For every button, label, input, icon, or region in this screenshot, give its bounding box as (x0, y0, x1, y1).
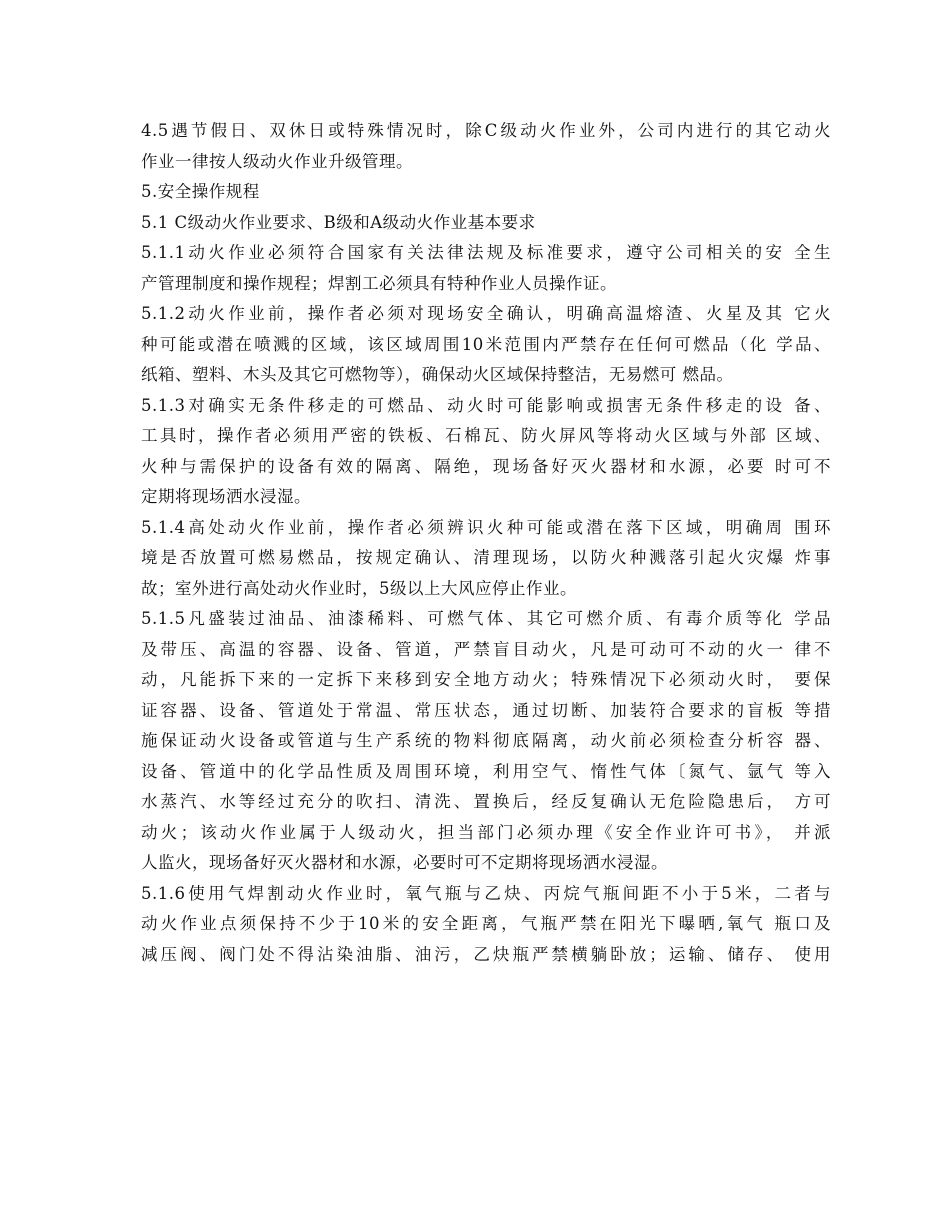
text-line: 工具时，操作者必须用严密的铁板、石棉瓦、防火屏风等将动火区域与外部 区域、 (141, 426, 831, 445)
text-line: 施保证动火设备或管道与生产系统的物料彻底隔离，动火前必须检查分析容 器、 (141, 731, 831, 750)
text-line: 5.1.1动火作业必须符合国家有关法律法规及标准要求，遵守公司相关的安 全生 (141, 243, 831, 262)
text-line: 种可能或潜在喷溅的区域，该区域周围10米范围内严禁存在任何可燃品（化 学品、 (141, 334, 831, 354)
text-line: 及带压、高温的容器、设备、管道，严禁盲目动火，凡是可动可不动的火一 律不 (141, 639, 831, 659)
text-line: 故；室外进行高处动火作业时，5级以上大风应停止作业。 (141, 578, 577, 598)
text-line: 境是否放置可燃易燃品，按规定确认、清理现场，以防火种溅落引起火灾爆 炸事 (141, 548, 831, 567)
text-line: 4.5遇节假日、双休日或特殊情况时，除C级动火作业外，公司内进行的其它动火 (141, 121, 831, 140)
text-line: 人监火，现场备好灭火器材和水源，必要时可不定期将现场洒水浸湿。 (141, 853, 668, 872)
text-line: 作业一律按人级动火作业升级管理。 (141, 151, 413, 171)
text-line: 动火；该动火作业属于人级动火，担当部门必须办理《安全作业许可书》， 并派 (141, 822, 831, 842)
text-line: 动火作业点须保持不少于10米的安全距离，气瓶严禁在阳光下曝晒,氧气 瓶口及 (141, 914, 831, 933)
text-line: 5.1 C级动火作业要求、B级和A级动火作业基本要求 (141, 212, 536, 232)
text-line: 5.1.3对确实无条件移走的可燃品、动火时可能影响或损害无条件移走的设 备、 (141, 395, 831, 415)
text-line: 5.1.5凡盛装过油品、油漆稀料、可燃气体、其它可燃介质、有毒介质等化 学品 (141, 609, 831, 628)
text-line: 纸箱、塑料、木头及其它可燃物等），确保动火区域保持整洁，无易燃可 燃品。 (141, 365, 734, 384)
text-line: 5.1.4高处动火作业前，操作者必须辨识火种可能或潜在落下区域，明确周 围环 (141, 517, 831, 537)
text-line: 定期将现场洒水浸湿。 (141, 487, 311, 506)
document-body (141, 116, 831, 970)
text-line: 火种与需保护的设备有效的隔离、隔绝，现场备好灭火器材和水源，必要 时可不 (141, 456, 831, 476)
text-line: 设备、管道中的化学品性质及周围环境，利用空气、惰性气体〔氮气、氩气 等入 (141, 761, 831, 781)
text-line: 动，凡能拆下来的一定拆下来移到安全地方动火；特殊情况下必须动火时， 要保 (141, 670, 831, 689)
text-line: 减压阀、阀门处不得沾染油脂、油污，乙炔瓶严禁横躺卧放；运输、储存、 使用 (141, 944, 831, 964)
text-line: 产管理制度和操作规程；焊割工必须具有特种作业人员操作证。 (141, 273, 617, 293)
text-line: 证容器、设备、管道处于常温、常压状态，通过切断、加装符合要求的盲板 等措 (141, 700, 831, 720)
text-line: 水蒸汽、水等经过充分的吹扫、清洗、置换后，经反复确认无危险隐患后， 方可 (141, 792, 831, 811)
text-line: 5.1.2动火作业前，操作者必须对现场安全确认，明确高温熔渣、火星及其 它火 (141, 304, 831, 323)
text-line: 5.安全操作规程 (141, 182, 260, 201)
text-line: 5.1.6使用气焊割动火作业时，氧气瓶与乙炔、丙烷气瓶间距不小于5米，二者与 (141, 883, 831, 903)
